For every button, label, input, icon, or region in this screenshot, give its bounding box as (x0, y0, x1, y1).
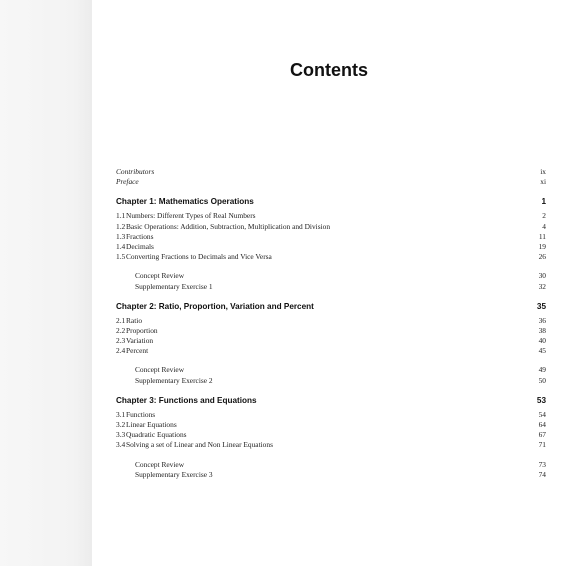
toc-page-number: 71 (538, 440, 546, 450)
section-label: Variation (126, 336, 154, 346)
section-label: Numbers: Different Types of Real Numbers (126, 211, 256, 221)
section-number: 2.3 (116, 336, 126, 346)
toc-page-number: 30 (538, 271, 546, 281)
toc-section[interactable] (116, 232, 546, 242)
toc-page-number: 67 (538, 430, 546, 440)
section-label: Converting Fractions to Decimals and Vice Versa (126, 252, 272, 262)
section-number: 2.2 (116, 325, 126, 335)
toc-entry-label: Contributors (116, 167, 155, 176)
toc-section[interactable] (116, 211, 546, 221)
chapter-page-number: 53 (536, 395, 546, 405)
toc-page-number: 64 (538, 420, 546, 429)
section-number: 3.1 (116, 409, 126, 419)
toc-page-number: 36 (538, 315, 546, 325)
chapter-title: Chapter 2: Ratio, Proportion, Variation and Percent (116, 301, 314, 311)
section-number: 3.2 (116, 420, 126, 429)
section-number: 1.1 (116, 211, 126, 221)
section-label: Fractions (126, 231, 154, 241)
section-number: 2.4 (116, 346, 126, 356)
toc-extra-supplementary-exercise[interactable] (116, 376, 546, 386)
toc-page-number: 32 (538, 281, 546, 291)
toc-section[interactable] (116, 222, 546, 232)
chapter-page-number: 1 (541, 197, 546, 207)
toc-page-number: 54 (538, 409, 546, 419)
section-label: Functions (126, 409, 156, 419)
section-label: Proportion (126, 325, 158, 335)
toc-section[interactable] (116, 336, 546, 346)
toc-page-number: 38 (538, 325, 546, 335)
section-label: Percent (126, 346, 149, 356)
chapter-heading[interactable] (116, 300, 546, 313)
chapter-title: Chapter 3: Functions and Equations (116, 395, 257, 405)
toc-section[interactable] (116, 440, 546, 450)
toc-page-number: 73 (538, 459, 546, 469)
section-label: Quadratic Equations (126, 430, 187, 440)
toc-section[interactable] (116, 242, 546, 252)
toc-extra-concept-review[interactable] (116, 365, 546, 375)
section-label: Linear Equations (126, 420, 177, 429)
toc-entry-preface[interactable] (116, 177, 546, 187)
chapter-title: Chapter 1: Mathematics Operations (116, 197, 254, 207)
section-number: 3.4 (116, 440, 126, 450)
toc-section[interactable] (116, 326, 546, 336)
toc-page-number: 74 (538, 469, 546, 479)
table-of-contents (116, 167, 546, 480)
toc-page-number: 45 (538, 346, 546, 356)
toc-section[interactable] (116, 420, 546, 430)
toc-page-number: 19 (538, 241, 546, 251)
extra-label: Concept Review (135, 365, 185, 375)
toc-page-number: 4 (542, 221, 546, 231)
section-number: 1.2 (116, 221, 126, 231)
section-number: 1.5 (116, 252, 126, 262)
toc-extra-concept-review[interactable] (116, 271, 546, 281)
chapter-heading[interactable] (116, 195, 546, 208)
toc-extra-supplementary-exercise[interactable] (116, 282, 546, 292)
toc-extra-concept-review[interactable] (116, 460, 546, 470)
toc-page-number: ix (540, 167, 546, 176)
section-number: 2.1 (116, 315, 126, 325)
page-title: Contents (290, 60, 368, 80)
toc-section[interactable] (116, 346, 546, 356)
toc-page-number: 11 (538, 231, 546, 241)
section-label: Basic Operations: Addition, Subtraction, Multiplication and Division (126, 221, 331, 231)
toc-page-number: 2 (542, 211, 546, 221)
toc-entry-label: Preface (116, 177, 139, 187)
document-page (92, 0, 566, 566)
extra-label: Concept Review (135, 271, 185, 281)
extra-label: Supplementary Exercise 3 (135, 469, 213, 479)
toc-page-number: xi (540, 177, 546, 187)
extra-label: Supplementary Exercise 1 (135, 281, 213, 291)
section-label: Solving a set of Linear and Non Linear Equations (126, 440, 273, 450)
chapter-heading[interactable] (116, 394, 546, 407)
toc-page-number: 49 (538, 365, 546, 375)
section-number: 1.4 (116, 241, 126, 251)
toc-section[interactable] (116, 252, 546, 262)
toc-section[interactable] (116, 316, 546, 326)
toc-section[interactable] (116, 430, 546, 440)
toc-page-number: 40 (538, 336, 546, 346)
chapter-page-number: 35 (536, 301, 546, 311)
extra-label: Supplementary Exercise 2 (135, 375, 213, 385)
toc-page-number: 50 (538, 375, 546, 385)
extra-label: Concept Review (135, 459, 185, 469)
toc-page-number: 26 (538, 252, 546, 262)
toc-entry-contributors[interactable] (116, 167, 546, 177)
section-number: 1.3 (116, 231, 126, 241)
page-left-margin (0, 0, 92, 566)
section-label: Ratio (126, 315, 143, 325)
toc-section[interactable] (116, 410, 546, 420)
toc-extra-supplementary-exercise[interactable] (116, 470, 546, 480)
section-number: 3.3 (116, 430, 126, 440)
section-label: Decimals (126, 241, 154, 251)
